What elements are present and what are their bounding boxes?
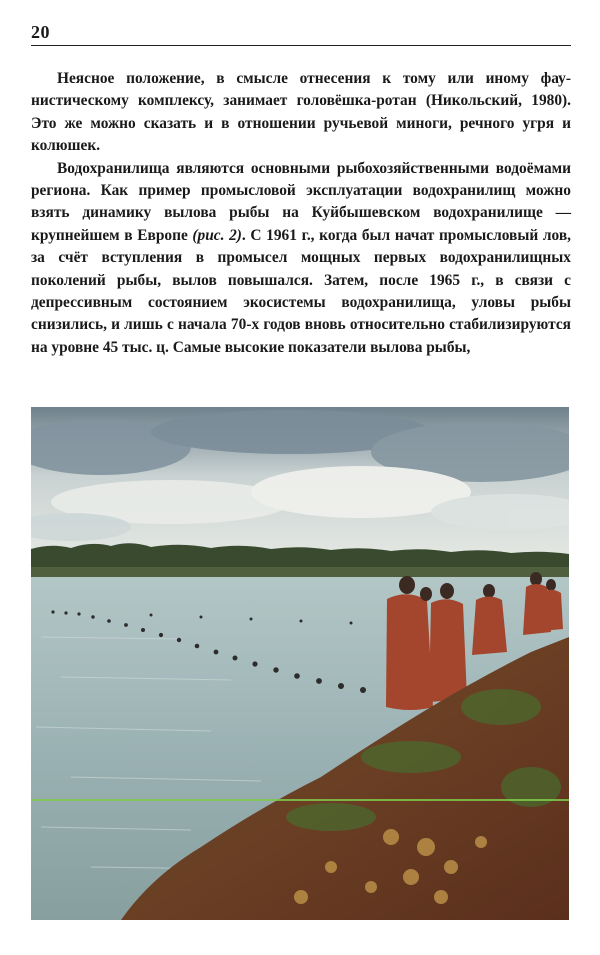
fishing-photo: [31, 407, 569, 920]
scan-artifact-line: [31, 799, 569, 801]
figure-reference: (рис. 2): [192, 226, 242, 244]
fishing-photo-illustration: [31, 407, 569, 920]
page-number: 20: [31, 22, 50, 42]
paragraph-2: [31, 158, 571, 360]
paragraph-2-text-start: Водохранилища являются основными рыбохозяйственными водоёмами региона. Как пример промысловой эксплуатации водохранилищ можно взять динамику вылова рыбы на Куйбышевском водохранилище — крупнейшем в Европе: [31, 159, 571, 244]
paragraph-1: Неясное положение, в смысле отнесения к тому или иному фаунистическому комплексу, занимает головёшка-ротан (Никольский, 1980). Это же можно сказать и в отношении ручьевой миноги, речного угря и колюшек.: [31, 70, 571, 155]
paragraph-2-text-end: . С 1961 г., когда был начат промысловый лов, за счёт вступления в промысел мощных первых водохранилищных поколений рыбы, вылов повышался. Затем, после 1965 г., в связи с депрессивным состоянием экосистемы водохранилища, уловы рыбы снизились, и лишь с начала 70-х годов вновь относительно стабилизируются на уровне 45 тыс. ц. Самые высокие показатели вылова рыбы,: [31, 226, 571, 356]
header-rule: [31, 45, 571, 46]
body-text: [31, 68, 571, 359]
